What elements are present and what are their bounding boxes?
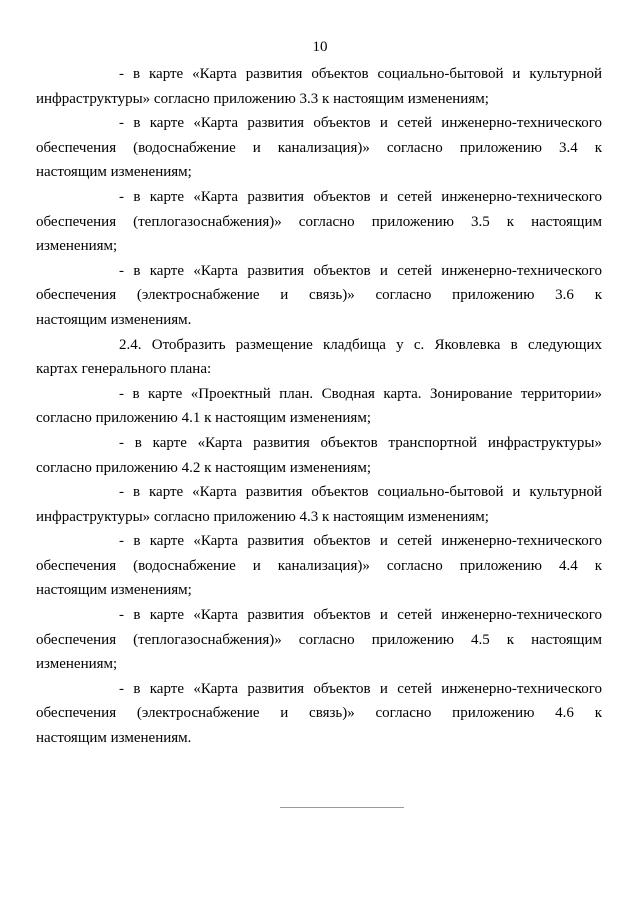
end-of-text-divider	[280, 807, 404, 808]
text-line: настоящим изменениям;	[36, 164, 192, 181]
text-line: настоящим изменениям.	[36, 730, 192, 747]
paragraph	[36, 259, 602, 333]
text-line: обеспечения (водоснабжение и канализация)» согласно приложению 3.4 к	[36, 139, 602, 156]
text-line: картах генерального плана:	[36, 361, 212, 378]
paragraph	[36, 431, 602, 480]
text-line: - в карте «Карта развития объектов и сетей инженерно-технического	[119, 680, 602, 697]
paragraph	[36, 185, 602, 259]
text-line: изменениям;	[36, 656, 118, 673]
text-line: изменениям;	[36, 238, 118, 255]
paragraph	[36, 529, 602, 603]
text-line: обеспечения (электроснабжение и связь)» согласно приложению 3.6 к	[36, 287, 602, 304]
text-line: - в карте «Карта развития объектов социально-бытовой и культурной	[119, 66, 602, 82]
paragraph	[36, 677, 602, 751]
text-line: 2.4. Отобразить размещение кладбища у с. Яковлевка в следующих	[119, 336, 602, 353]
text-line: согласно приложению 4.2 к настоящим изменениям;	[36, 459, 371, 476]
paragraph	[36, 333, 602, 382]
text-line: обеспечения (электроснабжение и связь)» согласно приложению 4.6 к	[36, 705, 602, 722]
text-line: - в карте «Карта развития объектов транспортной инфраструктуры»	[119, 434, 602, 451]
text-line: - в карте «Карта развития объектов и сетей инженерно-технического	[119, 115, 602, 132]
paragraph	[36, 480, 602, 529]
text-line: инфраструктуры» согласно приложению 4.3 к настоящим изменениям;	[36, 508, 489, 525]
text-line: - в карте «Карта развития объектов и сетей инженерно-технического	[119, 533, 602, 550]
text-line: - в карте «Карта развития объектов социально-бытовой и культурной	[119, 484, 602, 501]
text-line: обеспечения (водоснабжение и канализация)» согласно приложению 4.4 к	[36, 557, 602, 574]
paragraph	[36, 603, 602, 677]
text-line: обеспечения (теплогазоснабжения)» согласно приложению 3.5 к настоящим	[36, 213, 602, 230]
text-line: - в карте «Карта развития объектов и сетей инженерно-технического	[119, 188, 602, 205]
paragraph	[36, 382, 602, 431]
text-line: настоящим изменениям;	[36, 582, 192, 599]
text-line: обеспечения (теплогазоснабжения)» согласно приложению 4.5 к настоящим	[36, 631, 602, 648]
paragraph	[36, 62, 602, 111]
text-line: инфраструктуры» согласно приложению 3.3 к настоящим изменениям;	[36, 90, 489, 107]
page-number: 10	[312, 39, 328, 55]
paragraph	[36, 111, 602, 185]
text-line: настоящим изменениям.	[36, 311, 192, 328]
text-line: - в карте «Проектный план. Сводная карта. Зонирование территории»	[119, 385, 602, 402]
text-line: - в карте «Карта развития объектов и сетей инженерно-технического	[119, 607, 602, 624]
text-line: согласно приложению 4.1 к настоящим изменениям;	[36, 410, 371, 427]
document-body	[36, 62, 602, 751]
text-line: - в карте «Карта развития объектов и сетей инженерно-технического	[119, 262, 602, 279]
